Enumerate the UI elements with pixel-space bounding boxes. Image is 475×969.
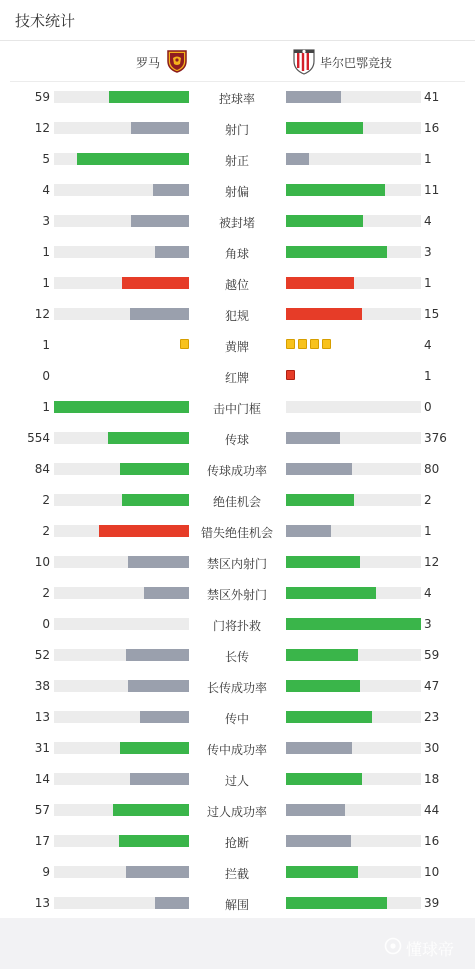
- home-value: 1: [42, 400, 50, 414]
- as-roma-crest-icon: [166, 49, 188, 76]
- stat-row: [0, 702, 475, 733]
- home-bar-fill: [120, 742, 189, 754]
- away-bar-fill: [286, 525, 331, 537]
- stat-label: 控球率: [218, 92, 255, 106]
- away-bar-track: [286, 153, 421, 165]
- stat-label: 射偏: [224, 185, 249, 199]
- home-bar-track: [54, 773, 189, 785]
- away-value: 59: [424, 648, 440, 662]
- away-bar-fill: [286, 649, 358, 661]
- stat-row: [0, 330, 475, 361]
- stat-label: 长传: [224, 650, 249, 664]
- stat-row: [0, 826, 475, 857]
- stat-label: 击中门框: [212, 402, 261, 416]
- stat-row: [0, 640, 475, 671]
- away-bar-fill: [286, 587, 376, 599]
- away-team-name: 毕尔巴鄂竞技: [320, 55, 393, 70]
- stat-label: 被封堵: [218, 216, 255, 230]
- stat-row: [0, 764, 475, 795]
- stat-row: [0, 671, 475, 702]
- stat-label: 射正: [224, 154, 249, 168]
- away-bar-fill: [286, 680, 360, 692]
- away-bar-track: [286, 556, 421, 568]
- away-bar-track: [286, 246, 421, 258]
- footer-watermark: [384, 936, 454, 960]
- away-bar-track: [286, 215, 421, 227]
- stat-row: [0, 144, 475, 175]
- home-value: 1: [42, 276, 50, 290]
- away-cards: [286, 370, 298, 382]
- stat-row: [0, 392, 475, 423]
- home-bar-fill: [54, 401, 189, 413]
- stat-label: 错失绝佳机会: [200, 526, 273, 540]
- stat-row: [0, 82, 475, 113]
- away-value: 3: [424, 245, 432, 259]
- home-bar-fill: [128, 556, 189, 568]
- home-bar-fill: [108, 432, 189, 444]
- home-bar-fill: [120, 463, 189, 475]
- page-title: 技术统计: [15, 12, 76, 30]
- away-bar-track: [286, 649, 421, 661]
- home-bar-fill: [140, 711, 189, 723]
- home-value: 12: [34, 121, 50, 135]
- stat-row: [0, 733, 475, 764]
- home-value: 14: [34, 772, 50, 786]
- away-bar-track: [286, 804, 421, 816]
- home-value: 9: [42, 865, 50, 879]
- stat-row: [0, 578, 475, 609]
- home-value: 13: [34, 710, 50, 724]
- footer-brand: 懂球帝: [406, 939, 455, 959]
- home-value: 1: [42, 338, 50, 352]
- away-bar-track: [286, 432, 421, 444]
- away-bar-fill: [286, 804, 345, 816]
- home-bar-fill: [131, 122, 189, 134]
- away-value: 12: [424, 555, 440, 569]
- away-value: 80: [424, 462, 440, 476]
- yellow-card-icon: [298, 339, 307, 349]
- yellow-card-icon: [322, 339, 331, 349]
- home-value: 2: [42, 586, 50, 600]
- away-value: 16: [424, 834, 440, 848]
- stat-label: 红牌: [224, 371, 249, 385]
- home-value: 13: [34, 896, 50, 910]
- home-team[interactable]: [136, 50, 188, 74]
- away-bar-fill: [286, 184, 385, 196]
- home-bar-fill: [130, 308, 189, 320]
- away-value: 1: [424, 369, 432, 383]
- home-value: 0: [42, 369, 50, 383]
- yellow-card-icon: [286, 339, 295, 349]
- stat-row: [0, 175, 475, 206]
- home-bar-fill: [126, 649, 189, 661]
- away-value: 47: [424, 679, 440, 693]
- home-value: 38: [34, 679, 50, 693]
- home-bar-track: [54, 680, 189, 692]
- home-bar-track: [54, 742, 189, 754]
- away-value: 18: [424, 772, 440, 786]
- stat-label: 抢断: [224, 836, 249, 850]
- home-bar-track: [54, 835, 189, 847]
- stat-label: 黄牌: [224, 340, 249, 354]
- away-bar-track: [286, 711, 421, 723]
- home-bar-track: [54, 432, 189, 444]
- home-bar-track: [54, 153, 189, 165]
- home-value: 1: [42, 245, 50, 259]
- stat-label: 传中: [224, 712, 249, 726]
- home-bar-track: [54, 277, 189, 289]
- stat-label: 长传成功率: [206, 681, 267, 695]
- away-value: 44: [424, 803, 440, 817]
- home-bar-track: [54, 463, 189, 475]
- away-bar-track: [286, 91, 421, 103]
- away-bar-track: [286, 866, 421, 878]
- home-value: 57: [34, 803, 50, 817]
- stat-label: 角球: [224, 247, 249, 261]
- home-bar-track: [54, 184, 189, 196]
- stat-row: [0, 454, 475, 485]
- stat-row: [0, 888, 475, 919]
- stat-row: [0, 609, 475, 640]
- home-value: 10: [34, 555, 50, 569]
- home-bar-track: [54, 866, 189, 878]
- away-bar-track: [286, 122, 421, 134]
- stat-label: 绝佳机会: [212, 495, 261, 509]
- home-bar-fill: [155, 246, 189, 258]
- away-value: 15: [424, 307, 440, 321]
- away-value: 1: [424, 276, 432, 290]
- home-bar-track: [54, 897, 189, 909]
- stat-row: [0, 268, 475, 299]
- home-bar-track: [54, 308, 189, 320]
- stat-row: [0, 857, 475, 888]
- stat-label: 禁区内射门: [206, 557, 267, 571]
- home-bar-fill: [131, 215, 189, 227]
- home-value: 17: [34, 834, 50, 848]
- home-bar-fill: [119, 835, 189, 847]
- away-bar-track: [286, 277, 421, 289]
- away-value: 376: [424, 431, 447, 445]
- home-bar-track: [54, 401, 189, 413]
- home-bar-fill: [122, 277, 190, 289]
- away-bar-track: [286, 835, 421, 847]
- away-bar-fill: [286, 432, 340, 444]
- yellow-card-icon: [180, 339, 189, 349]
- home-value: 554: [27, 431, 50, 445]
- athletic-bilbao-crest-icon: [292, 47, 316, 78]
- away-bar-track: [286, 587, 421, 599]
- stat-label: 越位: [224, 278, 249, 292]
- away-bar-fill: [286, 897, 387, 909]
- home-bar-fill: [130, 773, 189, 785]
- home-bar-fill: [122, 494, 190, 506]
- away-bar-fill: [286, 742, 352, 754]
- away-bar-fill: [286, 866, 358, 878]
- away-cards: [286, 339, 334, 351]
- stat-row: [0, 361, 475, 392]
- stat-label: 传球成功率: [206, 464, 267, 478]
- stat-label: 射门: [224, 123, 249, 137]
- stat-row: [0, 237, 475, 268]
- home-bar-track: [54, 556, 189, 568]
- away-bar-fill: [286, 556, 360, 568]
- away-bar-track: [286, 742, 421, 754]
- stat-row: [0, 113, 475, 144]
- stat-label: 禁区外射门: [206, 588, 267, 602]
- away-bar-fill: [286, 308, 362, 320]
- away-bar-fill: [286, 153, 309, 165]
- home-bar-fill: [126, 866, 189, 878]
- title-divider: [0, 40, 475, 41]
- stat-row: [0, 547, 475, 578]
- stat-row: [0, 206, 475, 237]
- away-bar-fill: [286, 835, 351, 847]
- away-value: 4: [424, 586, 432, 600]
- away-bar-fill: [286, 494, 354, 506]
- home-value: 3: [42, 214, 50, 228]
- home-value: 59: [34, 90, 50, 104]
- home-value: 12: [34, 307, 50, 321]
- away-value: 2: [424, 493, 432, 507]
- away-bar-track: [286, 525, 421, 537]
- home-team-name: 罗马: [135, 55, 160, 70]
- home-bar-track: [54, 804, 189, 816]
- away-bar-fill: [286, 773, 362, 785]
- home-value: 84: [34, 462, 50, 476]
- home-value: 5: [42, 152, 50, 166]
- home-bar-fill: [128, 680, 189, 692]
- home-bar-track: [54, 494, 189, 506]
- stat-row: [0, 516, 475, 547]
- yellow-card-icon: [310, 339, 319, 349]
- away-value: 1: [424, 524, 432, 538]
- home-bar-fill: [144, 587, 189, 599]
- home-value: 2: [42, 493, 50, 507]
- away-team[interactable]: [292, 48, 392, 76]
- teams-header: [0, 44, 475, 80]
- home-value: 31: [34, 741, 50, 755]
- stat-row: [0, 485, 475, 516]
- stat-label: 犯规: [224, 309, 249, 323]
- home-bar-track: [54, 122, 189, 134]
- stat-label: 解围: [224, 898, 249, 912]
- stat-label: 过人: [224, 774, 249, 788]
- away-bar-track: [286, 680, 421, 692]
- stat-label: 过人成功率: [206, 805, 267, 819]
- away-bar-fill: [286, 618, 421, 630]
- home-value: 2: [42, 524, 50, 538]
- away-bar-fill: [286, 246, 387, 258]
- home-bar-track: [54, 587, 189, 599]
- away-value: 16: [424, 121, 440, 135]
- away-bar-track: [286, 618, 421, 630]
- home-bar-track: [54, 91, 189, 103]
- away-bar-fill: [286, 91, 341, 103]
- home-bar-track: [54, 649, 189, 661]
- away-value: 41: [424, 90, 440, 104]
- stat-row: [0, 299, 475, 330]
- stat-label: 传中成功率: [206, 743, 267, 757]
- away-value: 10: [424, 865, 440, 879]
- home-bar-track: [54, 215, 189, 227]
- away-value: 11: [424, 183, 440, 197]
- away-bar-track: [286, 401, 421, 413]
- home-bar-track: [54, 711, 189, 723]
- away-value: 4: [424, 214, 432, 228]
- away-bar-track: [286, 463, 421, 475]
- home-bar-fill: [99, 525, 189, 537]
- home-cards: [177, 339, 189, 351]
- home-value: 4: [42, 183, 50, 197]
- away-value: 30: [424, 741, 440, 755]
- away-bar-fill: [286, 463, 352, 475]
- home-value: 0: [42, 617, 50, 631]
- away-value: 1: [424, 152, 432, 166]
- home-bar-track: [54, 618, 189, 630]
- home-value: 52: [34, 648, 50, 662]
- red-card-icon: [286, 370, 295, 380]
- stat-label: 门将扑救: [212, 619, 261, 633]
- home-bar-fill: [77, 153, 189, 165]
- away-bar-track: [286, 494, 421, 506]
- away-bar-fill: [286, 122, 363, 134]
- dongqiudi-logo-icon: [384, 937, 402, 959]
- away-value: 3: [424, 617, 432, 631]
- away-value: 4: [424, 338, 432, 352]
- stat-row: [0, 423, 475, 454]
- home-bar-track: [54, 246, 189, 258]
- stat-label: 传球: [224, 433, 249, 447]
- away-bar-track: [286, 308, 421, 320]
- away-bar-fill: [286, 215, 363, 227]
- home-bar-fill: [109, 91, 189, 103]
- home-bar-fill: [155, 897, 189, 909]
- away-value: 23: [424, 710, 440, 724]
- away-bar-fill: [286, 711, 372, 723]
- home-bar-fill: [113, 804, 189, 816]
- away-value: 0: [424, 400, 432, 414]
- away-bar-track: [286, 897, 421, 909]
- home-bar-track: [54, 525, 189, 537]
- stat-label: 拦截: [224, 867, 249, 881]
- away-value: 39: [424, 896, 440, 910]
- home-bar-fill: [153, 184, 189, 196]
- away-bar-track: [286, 773, 421, 785]
- away-bar-fill: [286, 277, 354, 289]
- stats-list: [0, 82, 475, 919]
- stat-row: [0, 795, 475, 826]
- away-bar-track: [286, 184, 421, 196]
